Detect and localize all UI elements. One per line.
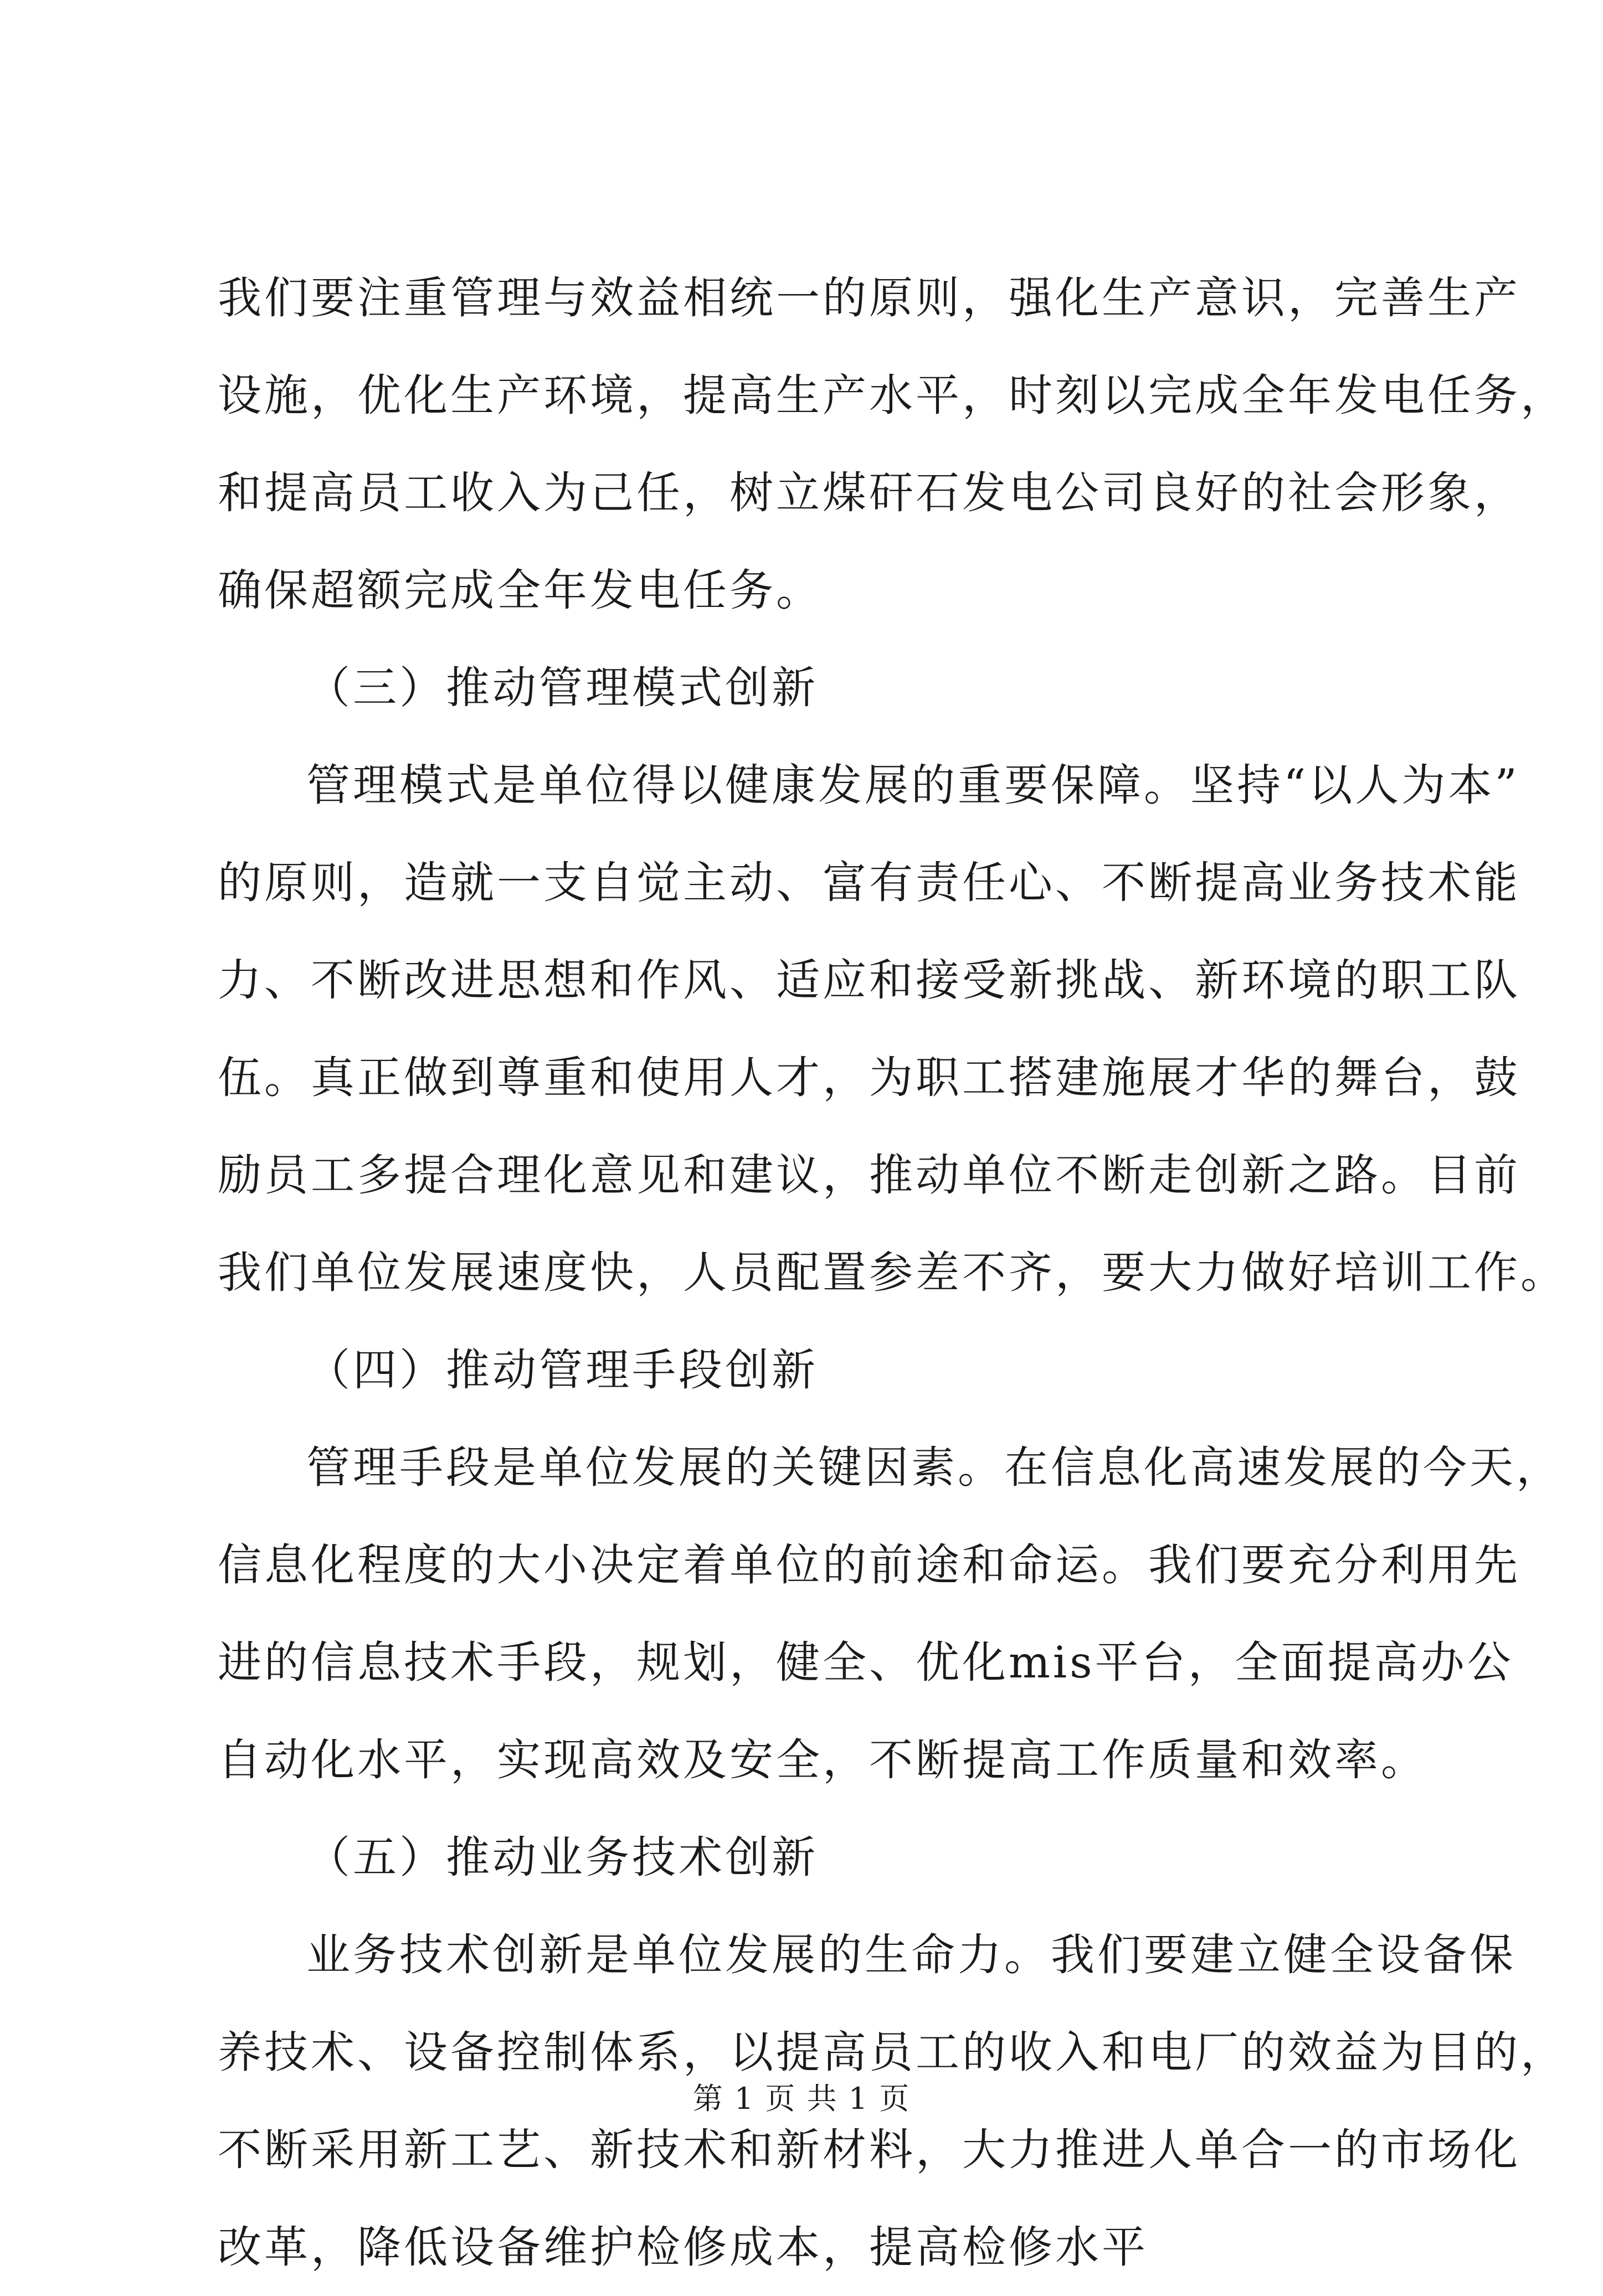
text-line: 管理模式是单位得以健康发展的重要保障。坚持“以人为本”	[306, 760, 1520, 811]
text-line: 我们单位发展速度快，人员配置参差不齐，要大力做好培训工作。	[218, 1247, 1567, 1298]
text-line: 和提高员工收入为己任，树立煤矸石发电公司良好的社会形象，	[218, 467, 1520, 518]
text-line: （三）推动管理模式创新	[306, 662, 818, 713]
text-line: （五）推动业务技术创新	[306, 1832, 818, 1883]
text-line: 设施，优化生产环境，提高生产水平，时刻以完成全年发电任务，	[218, 370, 1567, 421]
text-line: 养技术、设备控制体系，以提高员工的收入和电厂的效益为目的，	[218, 2027, 1567, 2078]
text-line: 管理手段是单位发展的关键因素。在信息化高速发展的今天，	[306, 1442, 1563, 1493]
text-line: 信息化程度的大小决定着单位的前途和命运。我们要充分利用先	[218, 1540, 1520, 1590]
text-line: 确保超额完成全年发电任务。	[218, 565, 823, 616]
text-line: 不断采用新工艺、新技术和新材料，大力推进人单合一的市场化	[218, 2124, 1520, 2175]
page-number-footer: 第 1 页 共 1 页	[692, 2081, 911, 2116]
document-body	[218, 249, 1567, 2296]
text-line: 业务技术创新是单位发展的生命力。我们要建立健全设备保	[306, 1929, 1516, 1980]
text-line: 伍。真正做到尊重和使用人才，为职工搭建施展才华的舞台，鼓	[218, 1052, 1520, 1103]
text-line: 的原则，造就一支自觉主动、富有责任心、不断提高业务技术能	[218, 857, 1520, 908]
text-line: 力、不断改进思想和作风、适应和接受新挑战、新环境的职工队	[218, 955, 1520, 1006]
text-line: 励员工多提合理化意见和建议，推动单位不断走创新之路。目前	[218, 1150, 1520, 1201]
text-line: （四）推动管理手段创新	[306, 1345, 818, 1396]
text-line: 改革，降低设备维护检修成本，提高检修水平	[218, 2222, 1148, 2273]
text-line: 进的信息技术手段，规划，健全、优化mis平台，全面提高办公	[218, 1637, 1514, 1688]
text-line: 自动化水平，实现高效及安全，不断提高工作质量和效率。	[218, 1734, 1427, 1785]
text-line: 我们要注重管理与效益相统一的原则，强化生产意识，完善生产	[218, 272, 1520, 323]
